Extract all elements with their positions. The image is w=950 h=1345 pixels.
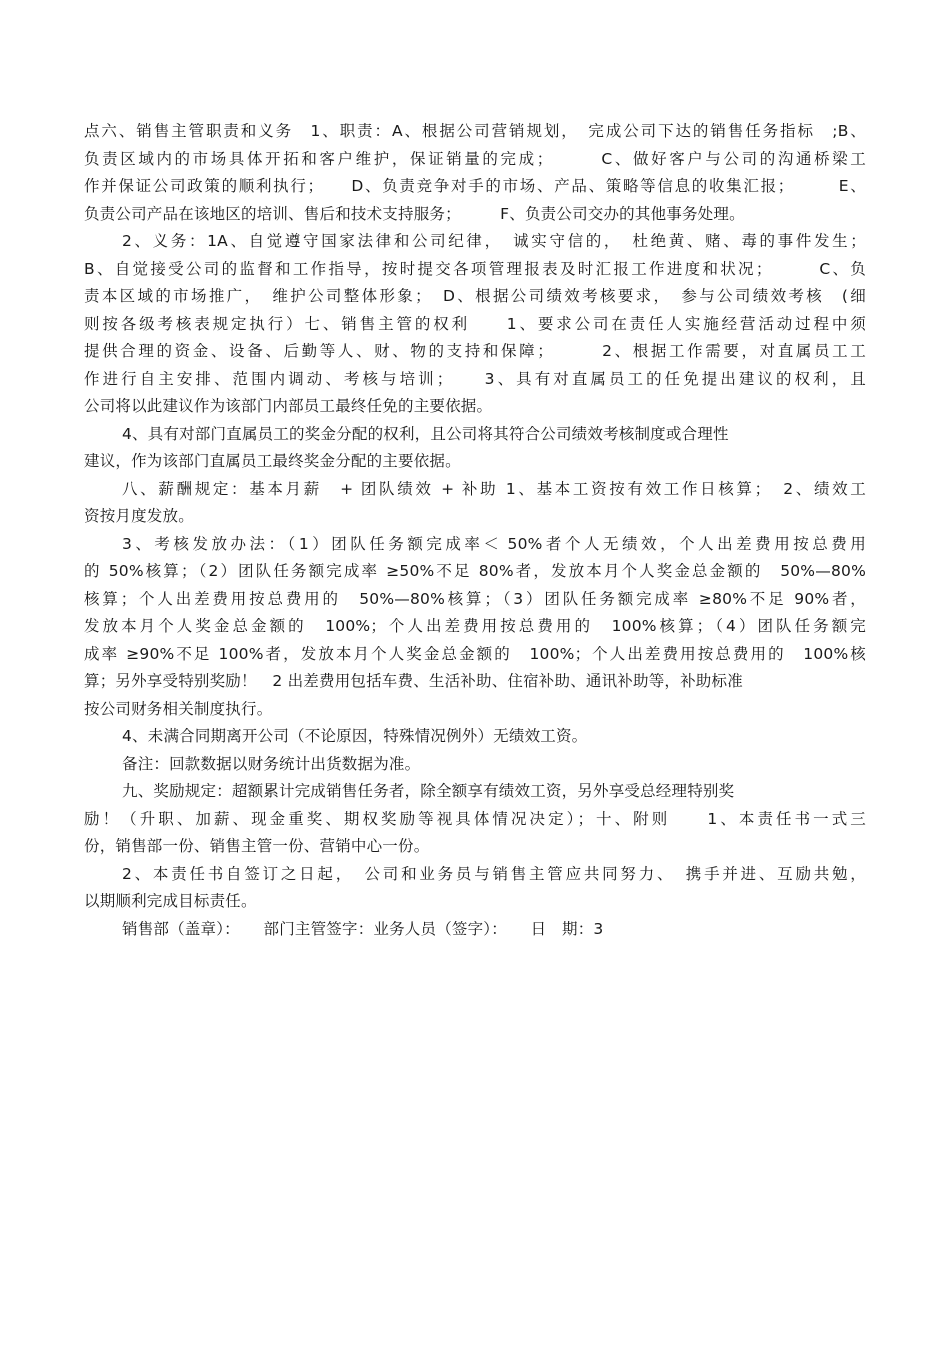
text-line: 负责区域内的市场具体开拓和客户维护，保证销量的完成； C、做好客户与公司的沟通桥梁工 <box>84 149 866 168</box>
text-line: 4、具有对部门直属员工的奖金分配的权利，且公司将其符合公司绩效考核制度或合理性 <box>122 424 729 443</box>
text-line: 九、奖励规定：超额累计完成销售任务者，除全额享有绩效工资，另外享受总经理特别奖 <box>122 782 735 800</box>
text-line: 份，销售部一份、销售主管一份、营销中心一份。 <box>84 837 430 855</box>
document-body <box>84 118 866 943</box>
text-line: 励！（升职、加薪、现金重奖、期权奖励等视具体情况决定）；十、附则 1、本责任书一式三 <box>84 809 866 828</box>
text-line: 负责公司产品在该地区的培训、售后和技术支持服务； F、负责公司交办的其他事务处理。 <box>84 204 745 223</box>
text-line: 销售部（盖章）： 部门主管签字：业务人员（签字）： 日 期：3 <box>122 919 604 938</box>
text-line: B、自觉接受公司的监督和工作指导，按时提交各项管理报表及时汇报工作进度和状况； C、负 <box>84 259 866 278</box>
text-line: 点六、销售主管职责和义务 1、职责：A、根据公司营销规划， 完成公司下达的销售任务指标 ;B、 <box>84 122 866 140</box>
text-line: 建议，作为该部门直属员工最终奖金分配的主要依据。 <box>84 452 461 470</box>
text-line: 2、本责任书自签订之日起， 公司和业务员与销售主管应共同努力、 携手并进、互励共勉， <box>122 864 866 883</box>
text-line: 按公司财务相关制度执行。 <box>84 699 273 718</box>
text-line: 提供合理的资金、设备、后勤等人、财、物的支持和保障； 2、根据工作需要，对直属员工工 <box>84 342 866 360</box>
text-line: 八、薪酬规定：基本月薪 + 团队绩效 + 补助 1、基本工资按有效工作日核算； 2、绩效工 <box>122 479 866 498</box>
text-line: 算；另外享受特别奖励！ 2 出差费用包括车费、生活补助、住宿补助、通讯补助等，补助标准 <box>84 672 743 690</box>
text-line: 核算；个人出差费用按总费用的 50%—80%核算；（3）团队任务额完成率 ≥80%不足 90%者， <box>84 589 866 608</box>
text-line: 资按月度发放。 <box>84 507 194 525</box>
text-line: 责本区域的市场推广， 维护公司整体形象； D、根据公司绩效考核要求， 参与公司绩效考核 (细 <box>84 287 866 305</box>
text-line: 2、义务：1A、自觉遵守国家法律和公司纪律， 诚实守信的， 杜绝黄、赌、毒的事件发生； <box>122 232 866 250</box>
text-line: 备注：回款数据以财务统计出货数据为准。 <box>122 754 421 773</box>
text-line: 公司将以此建议作为该部门内部员工最终任免的主要依据。 <box>84 397 493 415</box>
text-line: 成率 ≥90%不足 100%者，发放本月个人奖金总金额的 100%；个人出差费用按总费用的 100%核 <box>84 644 866 663</box>
text-line: 以期顺利完成目标责任。 <box>84 892 257 910</box>
text-line: 发放本月个人奖金总金额的 100%；个人出差费用按总费用的 100%核算；（4）团队任务额完 <box>84 617 866 635</box>
text-line: 4、未满合同期离开公司（不论原因，特殊情况例外）无绩效工资。 <box>122 727 588 745</box>
text-line: 的 50%核算；（2）团队任务额完成率 ≥50%不足 80%者，发放本月个人奖金总金额的 50%—80% <box>84 562 866 580</box>
text-line: 作进行自主安排、范围内调动、考核与培训； 3、具有对直属员工的任免提出建议的权利，且 <box>84 369 866 388</box>
text-line: 3、考核发放办法：（1）团队任务额完成率＜ 50%者个人无绩效，个人出差费用按总费用 <box>122 534 866 553</box>
text-line: 则按各级考核表规定执行）七、销售主管的权利 1、要求公司在责任人实施经营活动过程中须 <box>84 314 866 333</box>
text-line: 作并保证公司政策的顺利执行； D、负责竞争对手的市场、产品、策略等信息的收集汇报； E、 <box>84 177 866 195</box>
